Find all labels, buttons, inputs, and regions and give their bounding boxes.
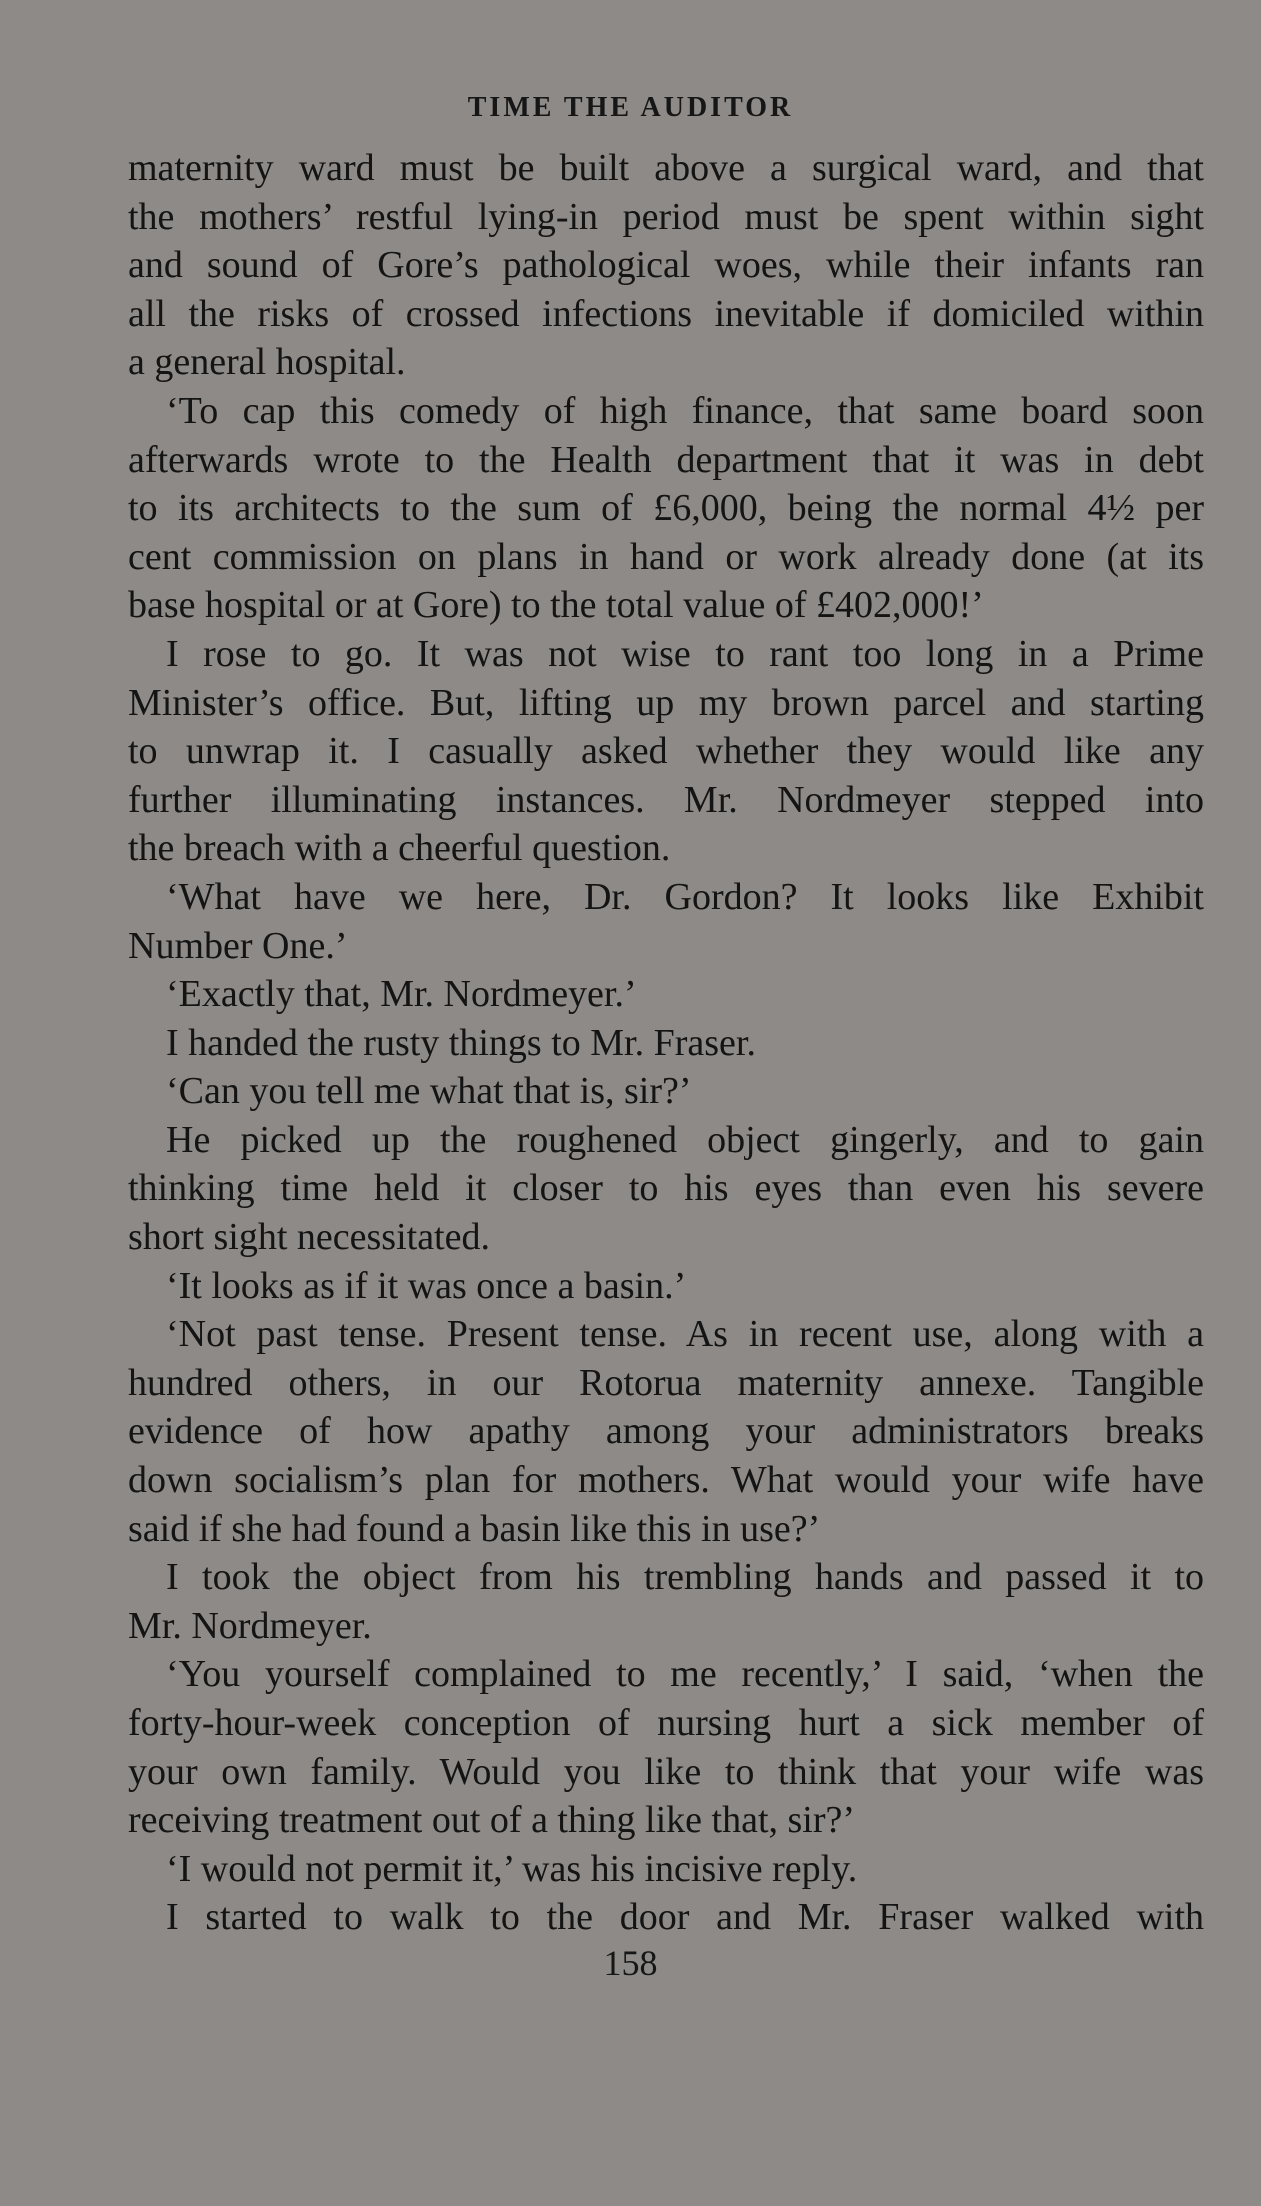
text-line: thinking time held it closer to his eyes than even his severe [128, 1167, 1204, 1210]
text-line: Mr. Nordmeyer. [128, 1604, 372, 1647]
text-line: and sound of Gore’s pathological woes, while their infants ran [128, 244, 1204, 287]
text-line: cent commission on plans in hand or work already done (at its [128, 535, 1204, 578]
text-line: ‘What have we here, Dr. Gordon? It looks like Exhibit [166, 875, 1204, 918]
text-line: forty-hour-week conception of nursing hurt a sick member of [128, 1702, 1204, 1744]
text-line: evidence of how apathy among your administrators breaks [128, 1410, 1204, 1453]
text-line: ‘Can you tell me what that is, sir?’ [166, 1070, 692, 1113]
text-line: hundred others, in our Rotorua maternity annexe. Tangible [128, 1361, 1204, 1404]
text-line: the breach with a cheerful question. [128, 827, 671, 870]
text-line: all the risks of crossed infections inevitable if domiciled within [128, 292, 1204, 335]
text-line: further illuminating instances. Mr. Nordmeyer stepped into [128, 778, 1204, 821]
text-line: I rose to go. It was not wise to rant too long in a Prime [166, 632, 1204, 675]
text-line: He picked up the roughened object gingerly, and to gain [166, 1118, 1204, 1161]
text-line: the mothers’ restful lying-in period must be spent within sight [128, 195, 1204, 238]
text-line: I took the object from his trembling hands and passed it to [166, 1556, 1204, 1599]
text-line: receiving treatment out of a thing like that, sir?’ [128, 1799, 856, 1842]
running-head: TIME THE AUDITOR [467, 92, 794, 123]
text-line: to its architects to the sum of £6,000, being the normal 4½ per [128, 487, 1204, 530]
text-line: down socialism’s plan for mothers. What would your wife have [128, 1459, 1204, 1502]
text-line: said if she had found a basin like this in use?’ [128, 1507, 821, 1550]
text-line: I handed the rusty things to Mr. Fraser. [166, 1021, 756, 1064]
text-line: to unwrap it. I casually asked whether they would like any [128, 730, 1204, 773]
text-line: afterwards wrote to the Health department that it was in debt [128, 438, 1204, 481]
text-line: a general hospital. [128, 341, 406, 384]
text-line: maternity ward must be built above a surgical ward, and that [128, 147, 1204, 189]
text-line: ‘You yourself complained to me recently,’ I said, ‘when the [166, 1653, 1204, 1696]
text-line: ‘To cap this comedy of high finance, that same board soon [166, 389, 1204, 432]
text-line: Number One.’ [128, 924, 348, 967]
page-number: 158 [603, 1943, 658, 1983]
text-line: ‘I would not permit it,’ was his incisive reply. [166, 1847, 858, 1890]
text-line: I started to walk to the door and Mr. Fraser walked with [166, 1896, 1204, 1939]
text-line: short sight necessitated. [128, 1216, 490, 1259]
text-line: ‘Exactly that, Mr. Nordmeyer.’ [166, 973, 637, 1016]
text-line: ‘It looks as if it was once a basin.’ [166, 1264, 687, 1307]
body-text [128, 144, 1204, 1942]
text-line: Minister’s office. But, lifting up my brown parcel and starting [128, 681, 1204, 724]
text-line: ‘Not past tense. Present tense. As in recent use, along with a [166, 1313, 1204, 1356]
text-line: your own family. Would you like to think that your wife was [128, 1750, 1204, 1793]
text-line: base hospital or at Gore) to the total value of £402,000!’ [128, 584, 984, 627]
